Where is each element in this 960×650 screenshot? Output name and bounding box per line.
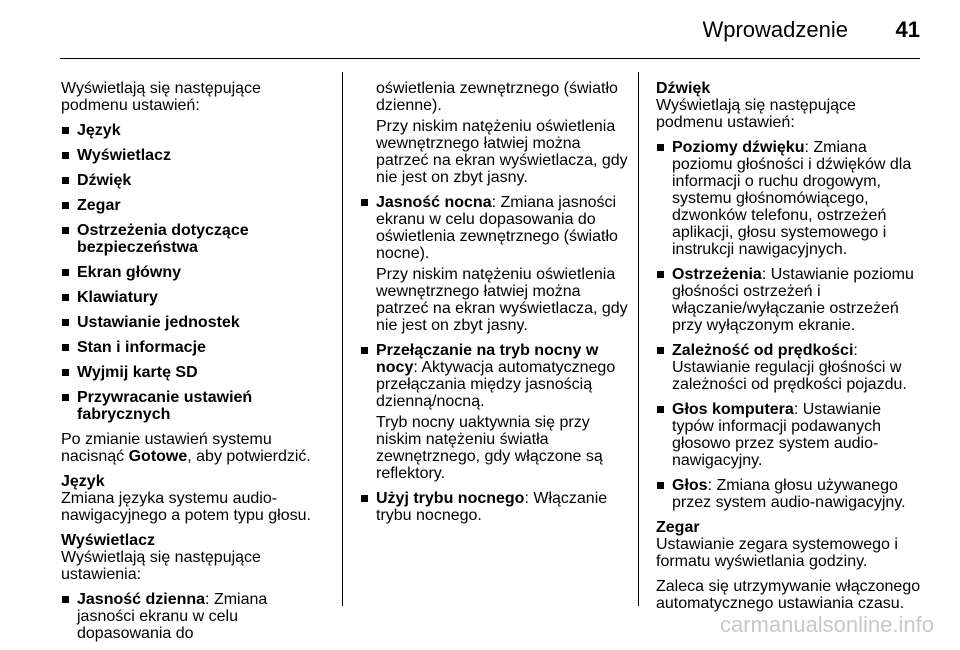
settings-intro: Wyświetlają się następujące podmenu ustawień: [61, 80, 261, 114]
submenu-item: Przywracanie ustawień fabrycznych [61, 389, 329, 423]
section-heading-language: Język [61, 473, 105, 490]
submenu-list [61, 122, 329, 423]
display-options-continued [360, 80, 632, 524]
submenu-item: Stan i informacje [61, 339, 329, 356]
day-brightness-note: Przy niskim natężeniu oświetlenia wewnętrznego łatwiej można patrzeć na ekran wyświetlacza, gdy nie jest on zbyt jasny. [376, 118, 628, 186]
submenu-item: Język [61, 122, 329, 139]
header-rule [60, 58, 920, 59]
confirm-paragraph: Po zmianie ustawień systemu nacisnąć Gotowe, aby potwierdzić. [61, 431, 311, 465]
option-day-brightness: Jasność dzienna: Zmiana jasności ekranu w celu dopasowania do [61, 591, 329, 642]
submenu-item: Ostrzeżenia dotyczące bezpieczeństwa [61, 222, 329, 256]
option-computer-voice: Głos komputera: Ustawianie typów informacji podawanych głosowo przez system audio-nawigacyjny. [656, 401, 926, 469]
watermark: carmanualsonline.info [719, 612, 934, 637]
sound-description: Wyświetlają się następujące podmenu ustawień: [656, 97, 856, 131]
submenu-item: Zegar [61, 197, 329, 214]
submenu-item: Wyjmij kartę SD [61, 364, 329, 381]
section-heading-sound: Dźwięk [656, 80, 711, 97]
option-sound-levels: Poziomy dźwięku: Zmiana poziomu głośności i dźwięków dla informacji o ruchu drogowym, systemu głośnomówiącego, dzwonków telefonu, ostrzeżeń aplikacji, głosu systemowego i instrukcji nawigacyjnych. [656, 139, 926, 258]
submenu-item: Wyświetlacz [61, 147, 329, 164]
column-divider-1 [342, 72, 343, 606]
option-use-night-mode: Użyj trybu nocnego: Włączanie trybu nocnego. [360, 490, 632, 524]
column-2 [360, 80, 632, 532]
language-description: Zmiana języka systemu audio-nawigacyjnego a potem typu głosu. [61, 490, 311, 524]
submenu-item: Dźwięk [61, 172, 329, 189]
sound-options-list [656, 139, 926, 511]
display-description: Wyświetlają się następujące ustawienia: [61, 549, 261, 583]
option-day-brightness-cont: oświetlenia zewnętrznego (światło dzienne). Przy niskim natężeniu oświetlenia wewnętrznego łatwiej można patrzeć na ekran wyświetlacza, gdy nie jest on zbyt jasny. [360, 80, 632, 186]
page-header [0, 0, 960, 60]
clock-note: Zaleca się utrzymywanie włączonego automatycznego ustawiania czasu. [656, 578, 921, 612]
column-3 [656, 80, 926, 620]
column-1 [61, 80, 329, 650]
section-heading-display: Wyświetlacz [61, 532, 155, 549]
page-number: 41 [895, 17, 920, 42]
night-switch-note: Tryb nocny uaktywnia się przy niskim natężeniu światła zewnętrznego, gdy włączone są reflektory. [376, 414, 603, 482]
option-alerts: Ostrzeżenia: Ustawianie poziomu głośności ostrzeżeń i włączanie/wyłączanie ostrzeżeń przy wyłączonym ekranie. [656, 266, 926, 334]
display-options-list [61, 591, 329, 642]
section-heading-clock: Zegar [656, 519, 700, 536]
option-night-switch: Przełączanie na tryb nocny w nocy: Aktywacja automatycznego przełączania między jasnością dzienną/nocną. Tryb nocny uaktywnia się przy niskim natężeniu światła zewnętrznego, gdy włączone są reflektory. [360, 342, 632, 482]
option-voice: Głos: Zmiana głosu używanego przez system audio-nawigacyjny. [656, 477, 926, 511]
submenu-item: Ustawianie jednostek [61, 314, 329, 331]
option-night-brightness: Jasność nocna: Zmiana jasności ekranu w celu dopasowania do oświetlenia zewnętrznego (światło nocne). Przy niskim natężeniu oświetlenia wewnętrznego łatwiej można patrzeć na ekran wyświetlacza, gdy nie jest on zbyt jasny. [360, 194, 632, 334]
option-speed-dependency: Zależność od prędkości: Ustawianie regulacji głośności w zależności od prędkości pojazdu. [656, 342, 926, 393]
submenu-item: Klawiatury [61, 289, 329, 306]
header-title: Wprowadzenie [702, 17, 848, 42]
night-brightness-note: Przy niskim natężeniu oświetlenia wewnętrznego łatwiej można patrzeć na ekran wyświetlacza, gdy nie jest on zbyt jasny. [376, 266, 628, 334]
column-divider-2 [638, 72, 639, 606]
clock-description: Ustawianie zegara systemowego i formatu wyświetlania godziny. [656, 536, 898, 570]
submenu-item: Ekran główny [61, 264, 329, 281]
